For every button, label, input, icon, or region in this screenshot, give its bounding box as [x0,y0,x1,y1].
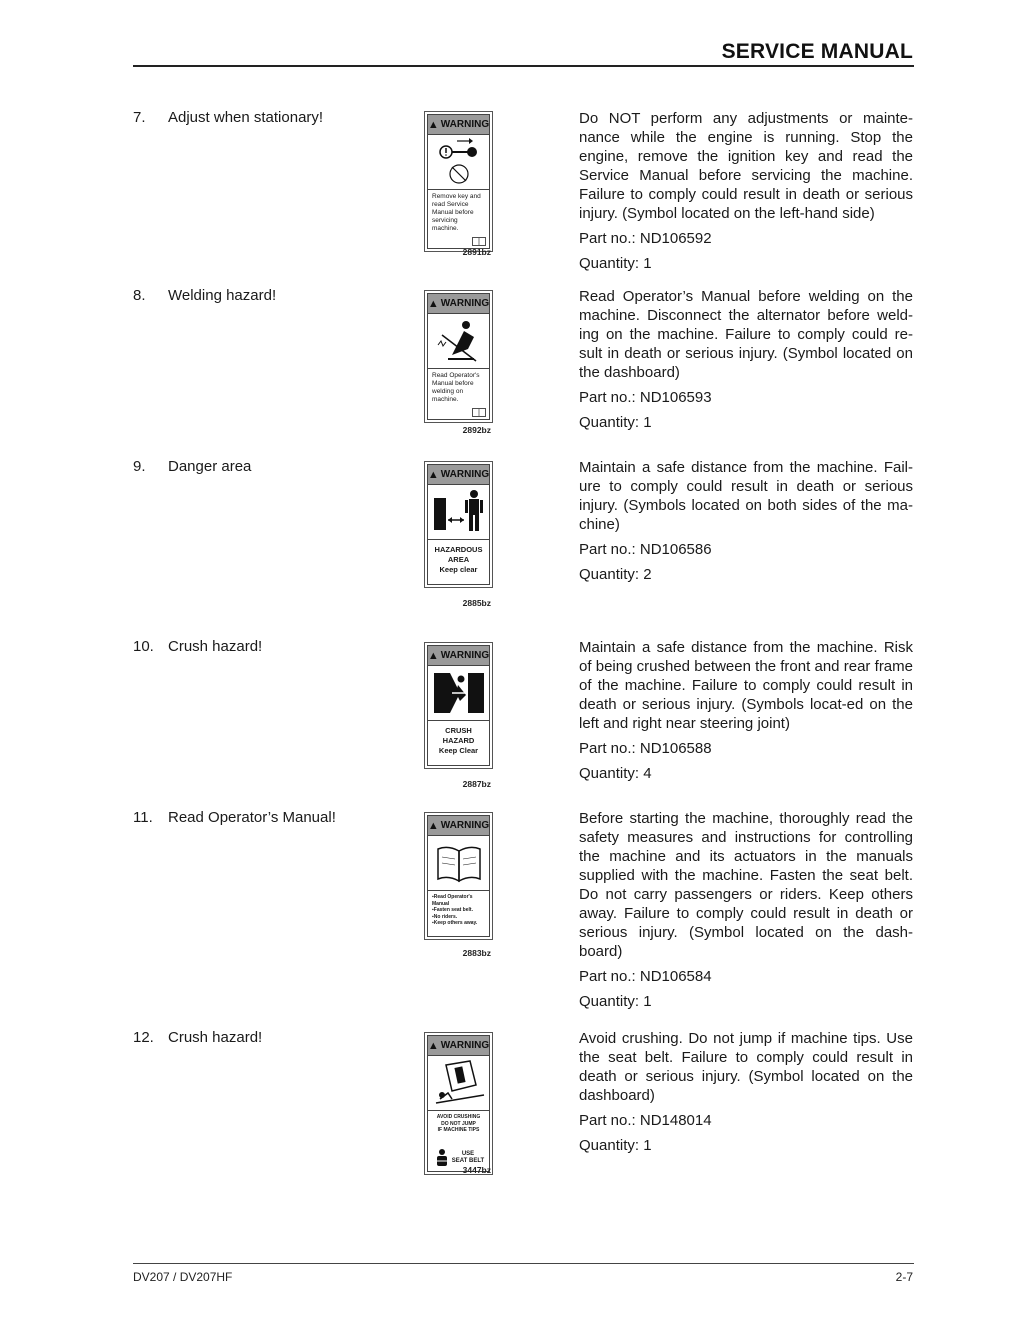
decal-line: HAZARDOUS [434,545,483,554]
decal-code: 2891bz [462,247,491,257]
item-number: 7. [133,109,146,126]
part-number: Part no.: ND106593 [579,389,712,406]
decal-line: AREA [447,555,470,564]
open-book-icon [428,836,489,891]
quantity: Quantity: 1 [579,993,652,1010]
quantity: Quantity: 1 [579,1137,652,1154]
item-number: 11. [133,809,153,826]
decal-warning-label: WARNING [440,650,490,661]
decal-line: ▪Read Operator's Manual [432,894,473,907]
warning-decal [424,290,493,423]
item-title: Crush hazard! [168,1029,263,1046]
decal-seat-belt-text: USE SEAT BELT [451,1151,485,1164]
decal-code: 2892bz [462,425,491,435]
part-number: Part no.: ND106592 [579,230,712,247]
item-title: Welding hazard! [168,287,277,304]
decal-code: 2883bz [462,948,491,958]
decal-text [428,1111,489,1147]
decal-line: CRUSH [445,726,472,735]
warning-triangle-icon: ▲ [427,1039,439,1052]
item-description [579,1029,913,1161]
decal-line: IF MACHINE TIPS [437,1127,480,1133]
warning-triangle-icon: ▲ [427,468,439,481]
hazardous-area-icon [428,485,489,540]
decal-warning-label: WARNING [440,298,490,309]
part-number: Part no.: ND106586 [579,541,712,558]
rollover-icon [428,1056,489,1111]
warning-decal [424,1032,493,1175]
warning-triangle-icon: ▲ [427,819,439,832]
decal-warning-label: WARNING [440,1040,490,1051]
item-number: 10. [133,638,154,655]
item-description [579,287,913,438]
warning-decal [424,111,493,252]
item-description [579,109,913,279]
book-icon [472,408,486,417]
footer-divider [133,1263,914,1264]
decal-warning-label: WARNING [440,469,490,480]
book-icon [472,237,486,246]
item-title: Adjust when stationary! [168,109,324,126]
description-text: Before starting the machine, thoroughly read the safety measures and instructions for controlling the machine and its actuators in the manuals supplied with the machine. Fasten the seat belt. Do not carry passengers or riders. Keep others away. Failure to comply could result in death or serious injury. (Symbol located on the dash-board) [579,810,913,960]
warning-triangle-icon: ▲ [427,118,439,131]
decal-line: AVOID CRUSHING [436,1114,481,1120]
ignition-key-icon [428,135,489,190]
warning-triangle-icon: ▲ [427,297,439,310]
decal-line: DO NOT JUMP [441,1120,476,1127]
decal-warning-label: WARNING [440,119,490,130]
part-number: Part no.: ND106584 [579,968,712,985]
item-title: Danger area [168,458,252,475]
decal-line: HAZARD [442,736,475,745]
page-header-title: SERVICE MANUAL [721,40,913,63]
decal-line: ▪Fasten seat belt. [432,907,473,913]
part-number: Part no.: ND106588 [579,740,712,757]
decal-code: 2887bz [462,779,491,789]
part-number: Part no.: ND148014 [579,1112,712,1129]
decal-text [428,540,489,578]
decal-line: Keep Clear [438,746,479,755]
warning-triangle-icon: ▲ [427,649,439,662]
description-text: Do NOT perform any adjustments or mainte-nance while the engine is running. Stop the engine, remove the ignition key and read the Service Manual before servicing the machine. Failure to comply could result in death or serious injury. (Symbol located on the left-hand side) [579,110,913,222]
crush-hazard-icon [428,666,489,721]
decal-line: Keep clear [439,565,478,574]
description-text: Maintain a safe distance from the machine. Risk of being crushed between the front and rear frame of the machine. Failure to comply could result in death or serious injury. (Symbols locat-ed on the left and right near steering joint) [579,639,913,732]
decal-line: ▪No riders. [432,913,458,920]
item-description [579,458,913,590]
decal-text [428,721,489,759]
item-title: Crush hazard! [168,638,263,655]
footer-model: DV207 / DV207HF [133,1270,233,1284]
item-number: 8. [133,287,146,304]
description-text: Maintain a safe distance from the machine. Fail-ure to comply could result in death or serious injury. (Symbols located on both sides of the ma-chine) [579,459,913,533]
item-description [579,809,913,1017]
quantity: Quantity: 2 [579,566,652,583]
decal-warning-label: WARNING [440,820,490,831]
description-text: Avoid crushing. Do not jump if machine tips. Use the seat belt. Failure to comply could result in death or serious injury. (Symbol located on the dashboard) [579,1030,913,1104]
item-number: 9. [133,458,146,475]
quantity: Quantity: 1 [579,255,652,272]
description-text: Read Operator’s Manual before welding on the machine. Disconnect the alternator before weld-ing on the machine. Failure to comply could re-sult in death or serious injury. (Symbol located on the dashboard) [579,288,913,381]
header-divider [133,65,914,67]
decal-code: 2885bz [462,598,491,608]
item-description [579,638,913,789]
warning-decal [424,461,493,588]
warning-decal [424,812,493,940]
item-number: 12. [133,1029,154,1046]
quantity: Quantity: 1 [579,414,652,431]
decal-text [428,891,489,930]
item-title: Read Operator’s Manual! [168,809,336,826]
footer-page-number: 2-7 [895,1270,913,1284]
warning-decal [424,642,493,769]
welding-icon [428,314,489,369]
decal-text: Remove key and read Service Manual before servicing machine. [432,193,481,232]
decal-code: 3447bz [462,1165,491,1175]
quantity: Quantity: 4 [579,765,652,782]
decal-line: ▪Keep others away. [432,920,478,926]
decal-text: Read Operator's Manual before welding on machine. [432,372,480,403]
